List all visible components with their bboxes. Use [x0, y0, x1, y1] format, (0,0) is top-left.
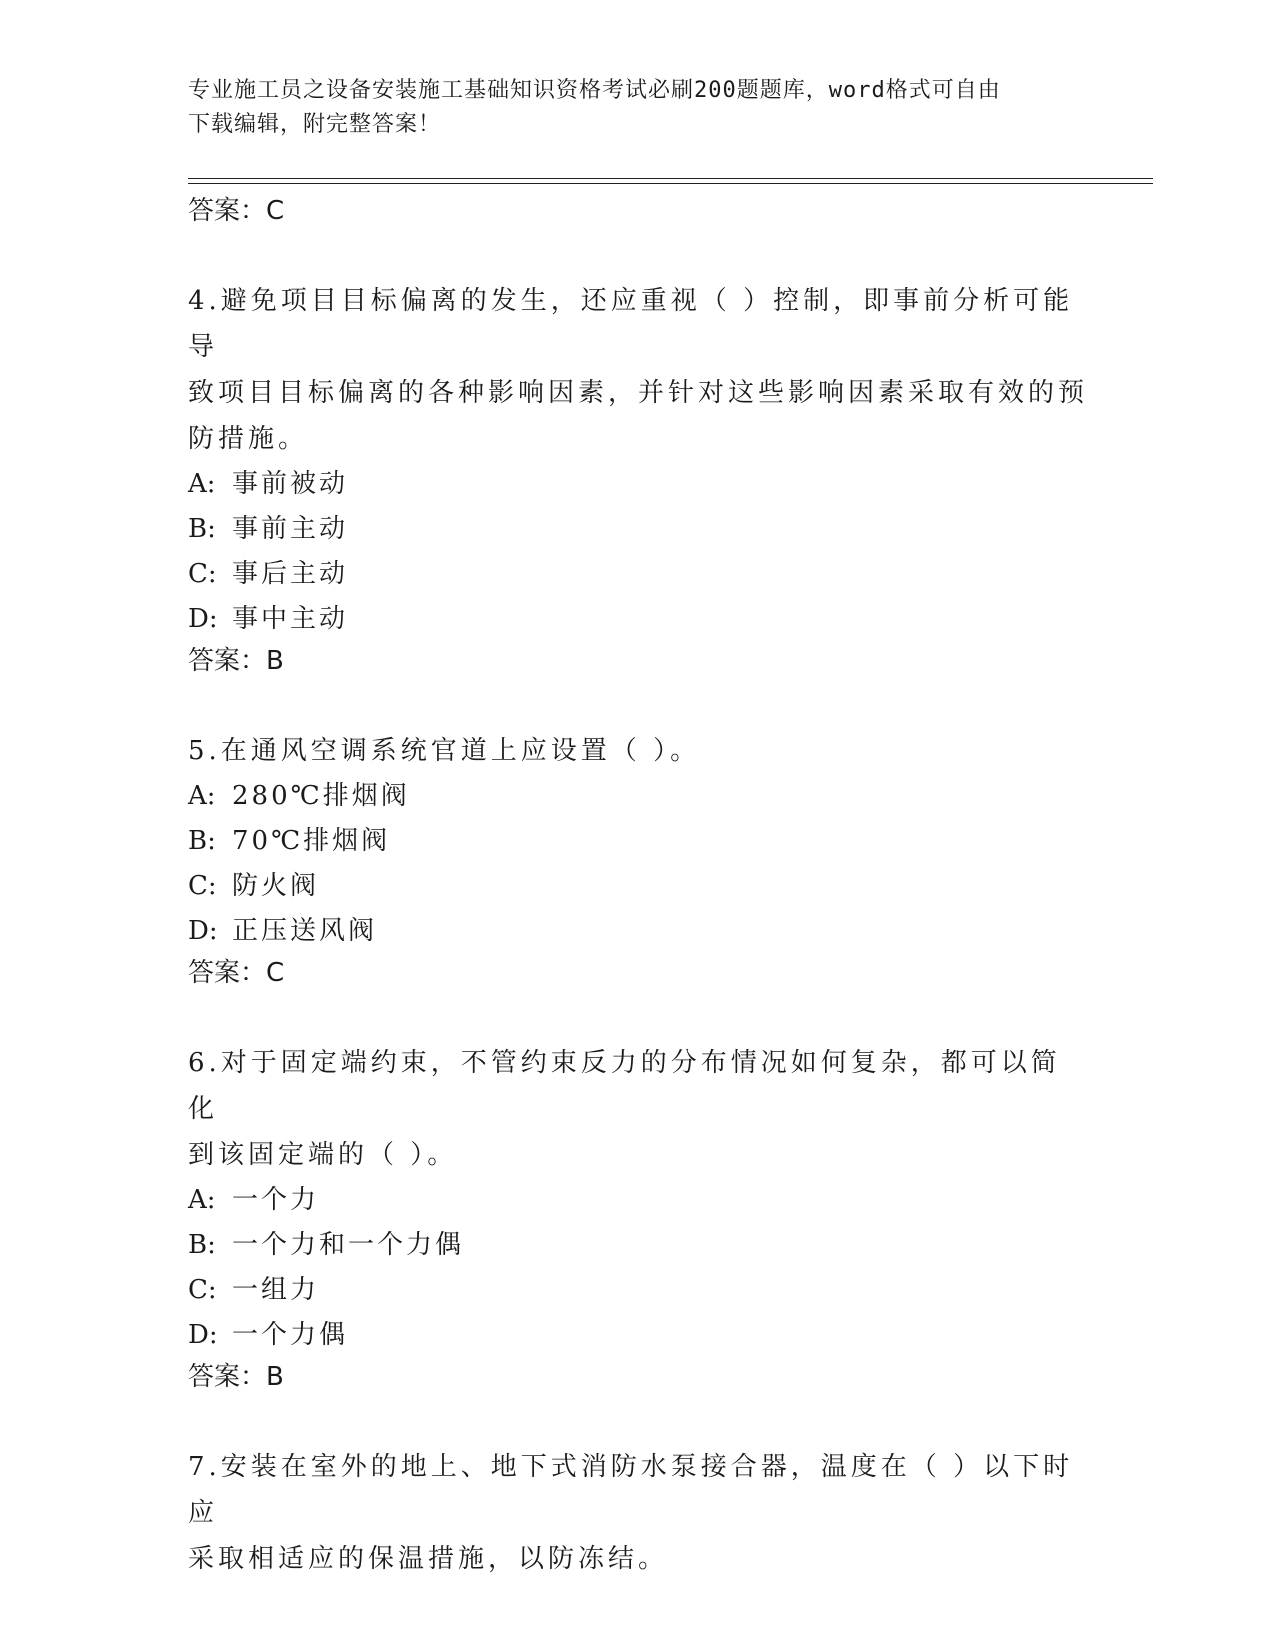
question-5	[188, 728, 1088, 990]
header-rule-top	[188, 178, 1153, 179]
question-4	[188, 278, 1088, 678]
header-rule-bottom	[188, 183, 1153, 184]
option-d	[188, 1313, 1088, 1358]
option-text: 一个力	[232, 1185, 320, 1215]
question-text-line: 采取相适应的保温措施，以防冻结。	[188, 1544, 669, 1574]
question-text-line: 到该固定端的（ ）。	[188, 1140, 458, 1170]
question-text-line: 致项目目标偏离的各种影响因素，并针对这些影响因素采取有效的预	[188, 378, 1089, 408]
question-text-line: 防措施。	[188, 424, 309, 454]
option-text: 70℃排烟阀	[232, 826, 391, 856]
document-header	[188, 74, 1068, 142]
answer-line: 答案：C	[188, 196, 285, 226]
option-a	[188, 1178, 1088, 1223]
question-text	[188, 278, 1088, 462]
option-label: B:	[188, 1230, 216, 1260]
option-text: 事中主动	[232, 604, 349, 634]
option-text: 一个力偶	[232, 1320, 349, 1350]
option-text: 事前被动	[232, 469, 349, 499]
option-text: 事后主动	[232, 559, 349, 589]
option-b	[188, 1223, 1088, 1268]
option-label: D:	[188, 916, 218, 946]
option-label: B:	[188, 826, 216, 856]
header-line-1: 专业施工员之设备安装施工基础知识资格考试必刷200题题库，word格式可自由	[188, 78, 1001, 103]
option-c	[188, 864, 1088, 909]
option-label: A:	[188, 781, 216, 811]
answer-line: 答案：B	[188, 646, 284, 676]
option-b	[188, 507, 1088, 552]
option-label: A:	[188, 469, 216, 499]
option-text: 事前主动	[232, 514, 349, 544]
question-7	[188, 1444, 1088, 1582]
option-text: 防火阀	[232, 871, 320, 901]
option-label: C:	[188, 559, 217, 589]
option-label: A:	[188, 1185, 216, 1215]
option-a	[188, 462, 1088, 507]
header-line-2: 下载编辑，附完整答案！	[188, 112, 442, 137]
option-label: D:	[188, 604, 218, 634]
option-label: C:	[188, 1275, 217, 1305]
option-label: B:	[188, 514, 216, 544]
option-b	[188, 819, 1088, 864]
question-text	[188, 1444, 1088, 1582]
answer-line: 答案：C	[188, 958, 285, 988]
answer-line: 答案：B	[188, 1362, 284, 1392]
option-text: 一组力	[232, 1275, 320, 1305]
option-d	[188, 909, 1088, 954]
question-text	[188, 728, 1088, 774]
option-label: C:	[188, 871, 217, 901]
option-d	[188, 597, 1088, 642]
option-c	[188, 1268, 1088, 1313]
question-6	[188, 1040, 1088, 1394]
question-text-line: 5.在通风空调系统官道上应设置（ ）。	[188, 736, 701, 766]
option-text: 280℃排烟阀	[232, 781, 410, 811]
option-c	[188, 552, 1088, 597]
option-label: D:	[188, 1320, 218, 1350]
question-text-line: 6.对于固定端约束，不管约束反力的分布情况如何复杂，都可以简化	[188, 1048, 1061, 1124]
option-a	[188, 774, 1088, 819]
question-text-line: 4.避免项目目标偏离的发生，还应重视（ ）控制，即事前分析可能导	[188, 286, 1074, 362]
question-text-line: 7.安装在室外的地上、地下式消防水泵接合器，温度在（ ）以下时应	[188, 1452, 1074, 1528]
option-text: 一个力和一个力偶	[232, 1230, 465, 1260]
question-text	[188, 1040, 1088, 1178]
option-text: 正压送风阀	[232, 916, 378, 946]
question-list	[188, 192, 1088, 1582]
